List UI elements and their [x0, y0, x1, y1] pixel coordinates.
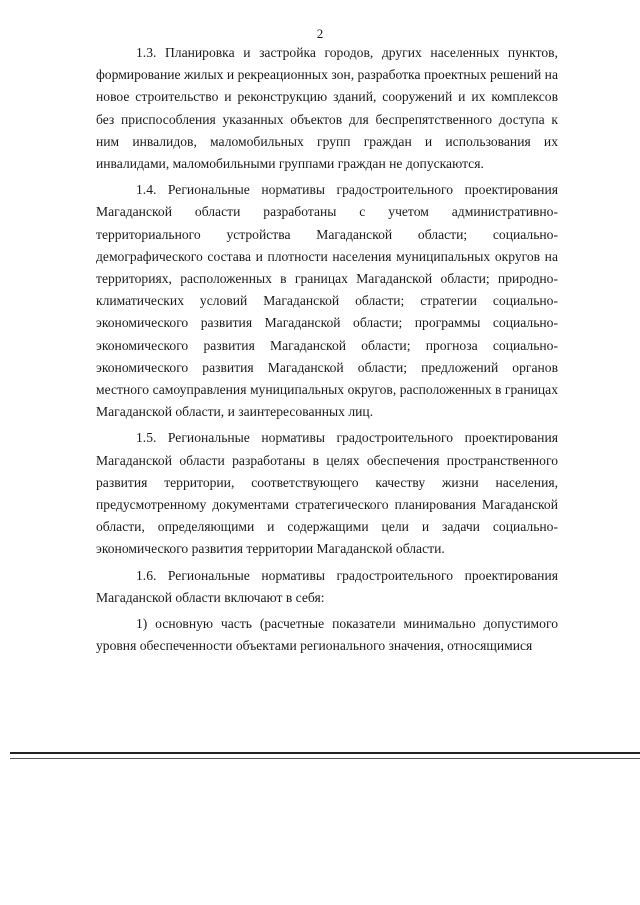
paragraph-1-4: 1.4. Региональные нормативы градостроительного проектирования Магаданской области разработаны с учетом административно-территориального устройства Магаданской области; социально-демографического состава и плотности населения муниципальных округов на территориях, расположенных в границах Магаданской области; природно-климатических условий Магаданской области; стратегии социально-экономического развития Магаданской области; программы социально-экономического развития Магаданской области; прогноза социально-экономического развития Магаданской области; предложений органов местного самоуправления муниципальных округов, расположенных в границах Магаданской области, и заинтересованных лиц. — [96, 182, 558, 420]
paragraph-1-6: 1.6. Региональные нормативы градостроительного проектирования Магаданской области включают в себя: — [96, 567, 558, 605]
footer-rule-thick — [10, 752, 640, 754]
footer-rule-thin — [10, 758, 640, 759]
document-body — [96, 42, 558, 657]
paragraph-1-6-item-1: 1) основную часть (расчетные показатели минимально допустимого уровня обеспеченности объектами регионального значения, относящимися — [96, 616, 558, 654]
paragraph-1-5: 1.5. Региональные нормативы градостроительного проектирования Магаданской области разработаны в целях обеспечения пространственного развития территории, соответствующего качеству жизни населения, предусмотренному документами стратегического планирования Магаданской области, определяющими и содержащими цели и задачи социально-экономического развития территории Магаданской области. — [96, 430, 558, 557]
paragraph-1-3: 1.3. Планировка и застройка городов, других населенных пунктов, формирование жилых и рекреационных зон, разработка проектных решений на новое строительство и реконструкцию зданий, сооружений и их комплексов без приспособления указанных объектов для беспрепятственного доступа к ним инвалидов, маломобильных групп граждан и использования их инвалидами, маломобильными группами граждан не допускаются. — [96, 45, 558, 172]
page-number: 2 — [316, 26, 324, 41]
